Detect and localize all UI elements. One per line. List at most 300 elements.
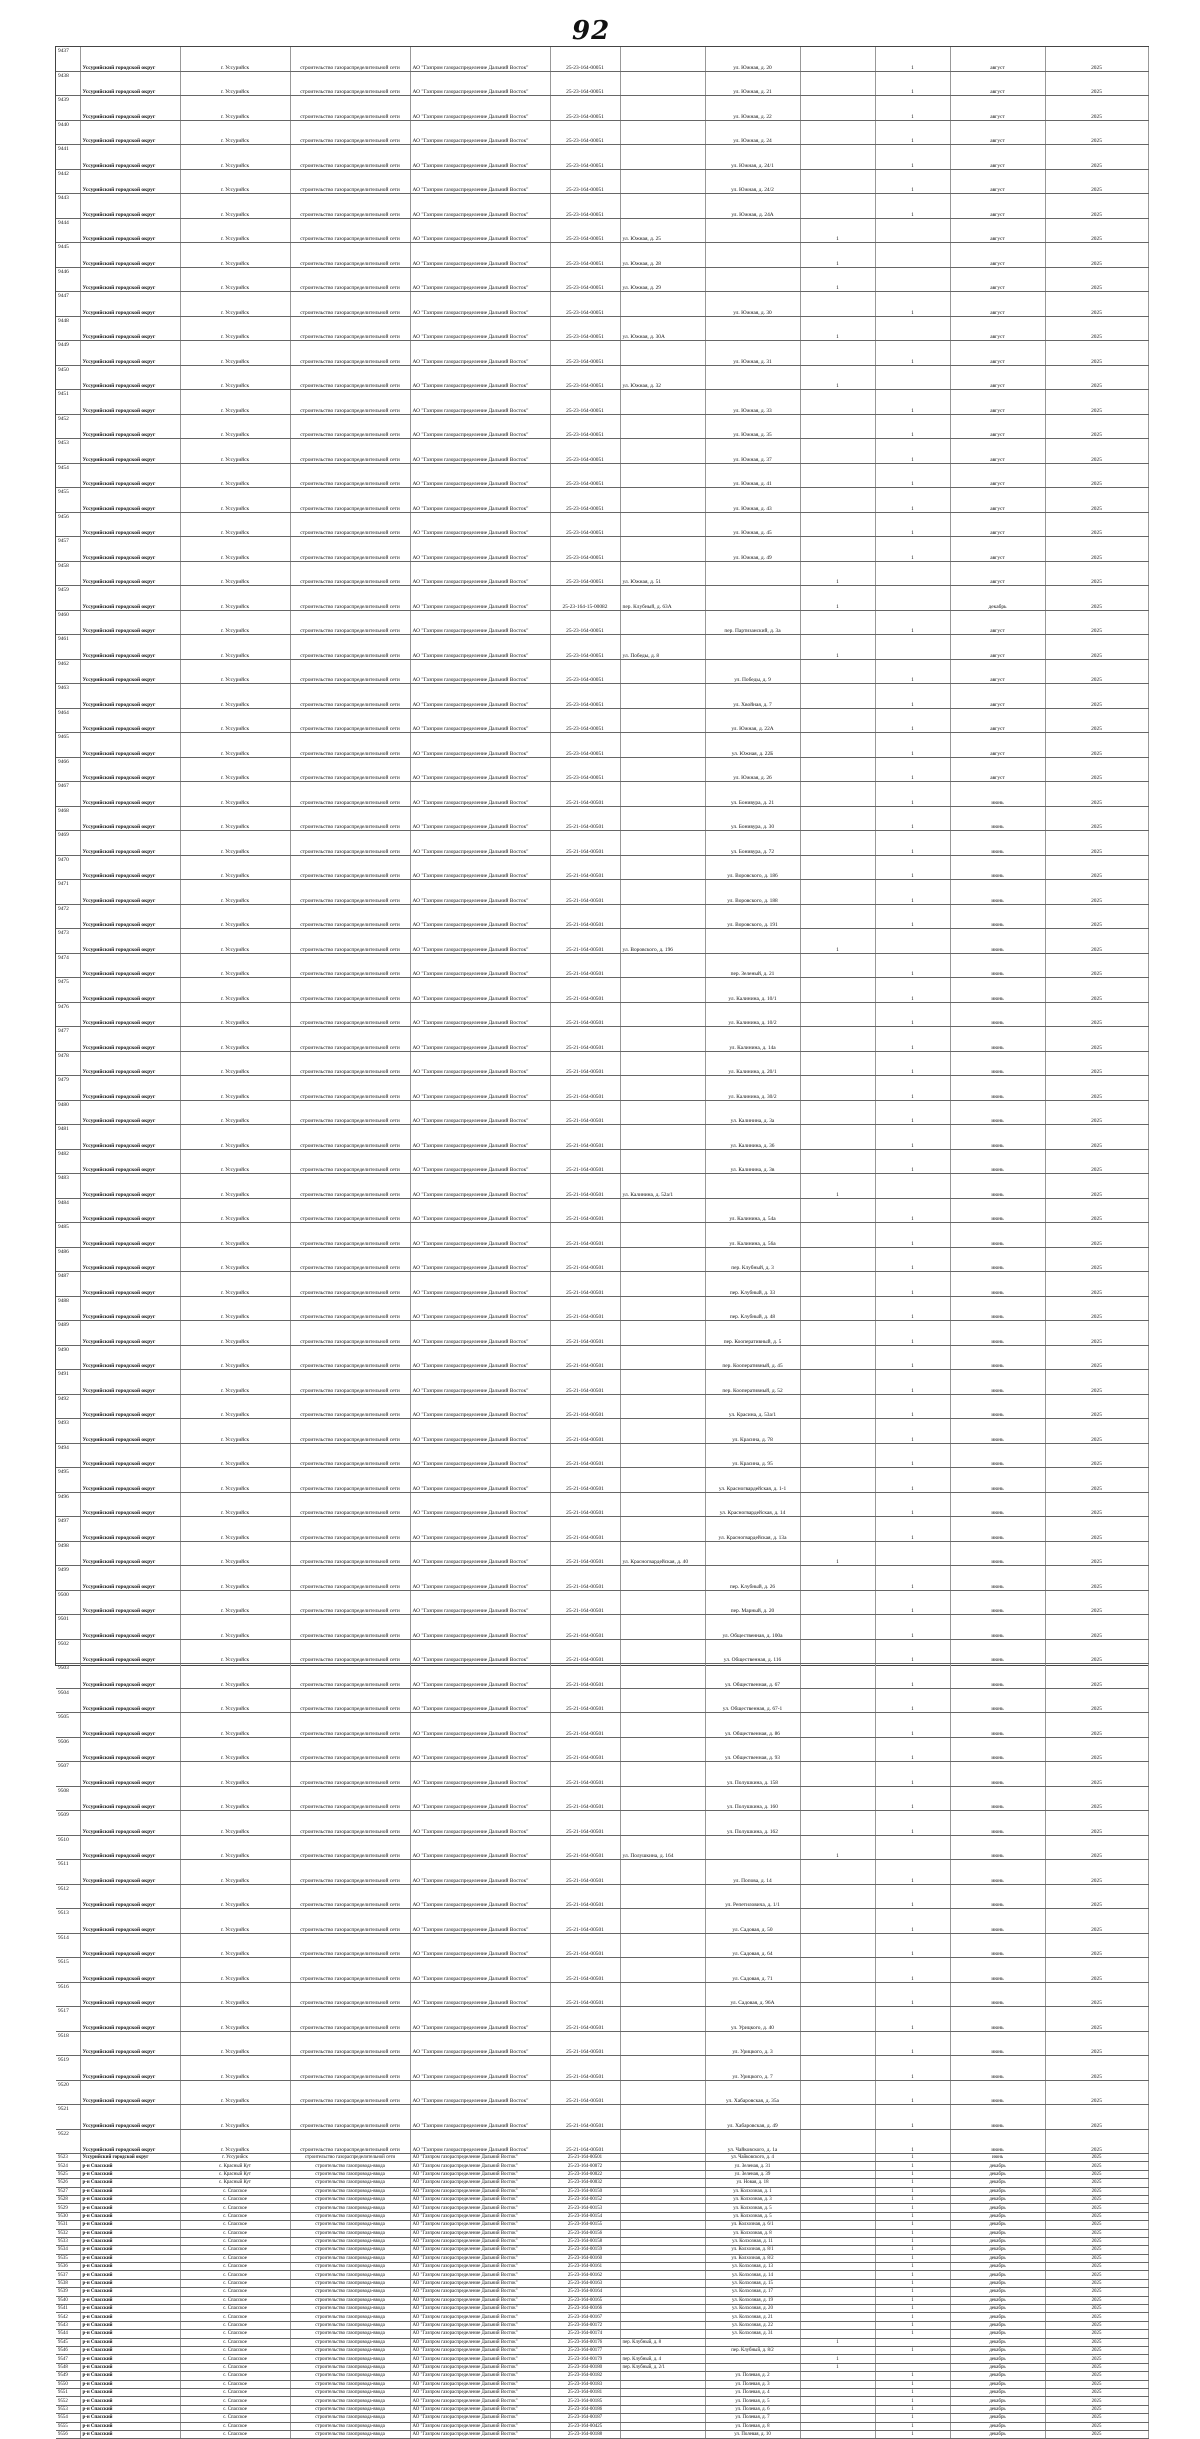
cell-quantity-secondary: 1	[875, 782, 950, 807]
cell-address-primary	[620, 1027, 705, 1052]
cell-address-secondary: ул. Калинина, д. 20/1	[705, 1051, 800, 1076]
cell-month: август	[950, 659, 1045, 684]
cell-organization: АО "Газпром газораспределение Дальний Восток"	[410, 1737, 550, 1762]
cell-municipality: р-н Спасский	[80, 2330, 180, 2338]
cell-quantity-primary	[800, 71, 875, 96]
cell-row-number: 9476	[56, 1002, 80, 1027]
cell-settlement: с. Спасское	[180, 2271, 290, 2279]
cell-quantity-primary	[800, 2430, 875, 2438]
cell-quantity-secondary: 1	[875, 2388, 950, 2396]
cell-organization: АО "Газпром газораспределение Дальний Восток"	[410, 1933, 550, 1958]
cell-year: 2025	[1045, 2321, 1148, 2329]
cell-year: 2025	[1045, 243, 1148, 268]
cell-year: 2025	[1045, 2330, 1148, 2338]
cell-row-number: 9485	[56, 1223, 80, 1248]
cell-month: июнь	[950, 1933, 1045, 1958]
cell-quantity-secondary: 1	[875, 2397, 950, 2405]
cell-address-secondary: ул. Колхозная, д. 5	[705, 2212, 800, 2220]
cell-month: декабрь	[950, 2212, 1045, 2220]
cell-work-type: строительство газораспределительной сети	[290, 1002, 410, 1027]
cell-organization: АО "Газпром газораспределение Дальний Восток"	[410, 757, 550, 782]
cell-year: 2025	[1045, 537, 1148, 562]
cell-month: июнь	[950, 1909, 1045, 1934]
cell-year: 2025	[1045, 1860, 1148, 1885]
cell-year: 2025	[1045, 953, 1148, 978]
cell-quantity-primary	[800, 1664, 875, 1689]
cell-work-type: строительство газораспределительной сети	[290, 2129, 410, 2154]
cell-registry-number: 25-23-164-00051	[550, 537, 620, 562]
cell-settlement: г. Уссурийск	[180, 978, 290, 1003]
cell-address-secondary: ул. Воровского, д. 191	[705, 904, 800, 929]
cell-quantity-primary: 1	[800, 635, 875, 660]
cell-settlement: г. Уссурийск	[180, 757, 290, 782]
cell-address-secondary: ул. Садовая, д. 71	[705, 1958, 800, 1983]
cell-row-number: 9532	[56, 2229, 80, 2237]
cell-address-secondary: ул. Бонивура, д. 21	[705, 782, 800, 807]
cell-settlement: г. Уссурийск	[180, 341, 290, 366]
table-row	[56, 2405, 1148, 2413]
cell-quantity-secondary: 1	[875, 2305, 950, 2313]
cell-row-number: 9501	[56, 1615, 80, 1640]
cell-municipality: Уссурийский городской округ	[80, 243, 180, 268]
cell-organization: АО "Газпром газораспределение Дальний Восток"	[410, 610, 550, 635]
cell-registry-number: 25-23-164-00051	[550, 659, 620, 684]
cell-municipality: Уссурийский городской округ	[80, 439, 180, 464]
cell-address-secondary	[705, 635, 800, 660]
cell-quantity-secondary: 1	[875, 1002, 950, 1027]
cell-registry-number: 25-21-164-00501	[550, 1590, 620, 1615]
cell-month: август	[950, 561, 1045, 586]
cell-quantity-secondary: 1	[875, 2422, 950, 2430]
cell-address-secondary	[705, 267, 800, 292]
cell-quantity-secondary: 1	[875, 2195, 950, 2203]
cell-address-secondary: ул. Южная, д. 43	[705, 488, 800, 513]
cell-year: 2025	[1045, 733, 1148, 758]
cell-address-primary	[620, 1296, 705, 1321]
cell-month: июнь	[950, 1688, 1045, 1713]
cell-row-number: 9439	[56, 96, 80, 121]
cell-quantity-secondary: 1	[875, 2154, 950, 2162]
cell-municipality: Уссурийский городской округ	[80, 610, 180, 635]
cell-quantity-primary	[800, 390, 875, 415]
cell-registry-number: 25-23-164-00152	[550, 2195, 620, 2203]
cell-address-secondary: ул. Зеленая, д. 39	[705, 2170, 800, 2178]
table-row	[56, 2007, 1148, 2032]
cell-quantity-primary	[800, 2405, 875, 2413]
cell-row-number: 9437	[56, 47, 80, 71]
cell-month: июнь	[950, 1027, 1045, 1052]
cell-address-secondary: пер. Клубный, д. 48	[705, 1296, 800, 1321]
table-row	[56, 1933, 1148, 1958]
cell-settlement: г. Уссурийск	[180, 1345, 290, 1370]
cell-registry-number: 25-21-164-00501	[550, 1345, 620, 1370]
cell-address-primary: ул. Победы, д. 8	[620, 635, 705, 660]
cell-month: август	[950, 684, 1045, 709]
cell-settlement: г. Уссурийск	[180, 1076, 290, 1101]
cell-month: август	[950, 120, 1045, 145]
cell-year: 2025	[1045, 2170, 1148, 2178]
cell-address-secondary: ул. Южная, д. 31	[705, 341, 800, 366]
cell-registry-number: 25-21-164-00501	[550, 1468, 620, 1493]
cell-month: июнь	[950, 1051, 1045, 1076]
cell-registry-number: 25-21-164-00501	[550, 1370, 620, 1395]
cell-address-secondary: ул. Калинина, д. 3в	[705, 1149, 800, 1174]
cell-address-primary	[620, 880, 705, 905]
cell-organization: АО "Газпром газораспределение Дальний Восток"	[410, 1198, 550, 1223]
cell-quantity-primary	[800, 2288, 875, 2296]
cell-quantity-secondary	[875, 1835, 950, 1860]
cell-row-number: 9548	[56, 2363, 80, 2371]
cell-municipality: Уссурийский городской округ	[80, 341, 180, 366]
cell-registry-number: 25-23-164-00051	[550, 757, 620, 782]
cell-work-type: строительство газораспределительной сети	[290, 1566, 410, 1591]
table-row	[56, 1100, 1148, 1125]
cell-year: 2025	[1045, 1639, 1148, 1664]
cell-month: июнь	[950, 1296, 1045, 1321]
cell-settlement: г. Уссурийск	[180, 684, 290, 709]
cell-settlement: г. Уссурийск	[180, 169, 290, 194]
cell-work-type: строительство газопровода-ввода	[290, 2221, 410, 2229]
cell-work-type: строительство газопровода-ввода	[290, 2187, 410, 2195]
cell-month: декабрь	[950, 2229, 1045, 2237]
cell-year: 2025	[1045, 2263, 1148, 2271]
cell-year: 2025	[1045, 47, 1148, 71]
table-row	[56, 2397, 1148, 2405]
cell-quantity-secondary: 1	[875, 2372, 950, 2380]
cell-quantity-primary	[800, 1198, 875, 1223]
cell-address-secondary: ул. Полушкина, д. 160	[705, 1786, 800, 1811]
cell-year: 2025	[1045, 659, 1148, 684]
cell-organization: АО "Газпром газораспределение Дальний Восток"	[410, 1492, 550, 1517]
cell-year: 2025	[1045, 1958, 1148, 1983]
cell-month: декабрь	[950, 2414, 1045, 2422]
cell-address-secondary: ул. Колхозная, д. 5	[705, 2204, 800, 2212]
cell-organization: АО "Газпром газораспределение Дальний Восток"	[410, 2237, 550, 2245]
cell-work-type: строительство газораспределительной сети	[290, 635, 410, 660]
cell-organization: АО "Газпром газораспределение Дальний Восток"	[410, 2007, 550, 2032]
cell-municipality: р-н Спасский	[80, 2246, 180, 2254]
cell-quantity-primary	[800, 1737, 875, 1762]
cell-work-type: строительство газораспределительной сети	[290, 733, 410, 758]
cell-municipality: Уссурийский городской округ	[80, 1100, 180, 1125]
cell-organization: АО "Газпром газораспределение Дальний Восток"	[410, 1272, 550, 1297]
cell-row-number: 9441	[56, 145, 80, 170]
cell-address-secondary: ул. Победы, д. 9	[705, 659, 800, 684]
cell-quantity-secondary: 1	[875, 1051, 950, 1076]
cell-registry-number: 25-23-164-00172	[550, 2321, 620, 2329]
cell-registry-number: 25-21-164-00501	[550, 1198, 620, 1223]
cell-settlement: с. Спасское	[180, 2397, 290, 2405]
cell-year: 2025	[1045, 1149, 1148, 1174]
cell-registry-number: 25-23-164-00182	[550, 2372, 620, 2380]
cell-municipality: р-н Спасский	[80, 2162, 180, 2170]
cell-address-secondary: ул. Полевая, д. 6	[705, 2405, 800, 2413]
cell-year: 2025	[1045, 1002, 1148, 1027]
cell-address-primary	[620, 806, 705, 831]
table-row	[56, 610, 1148, 635]
cell-organization: АО "Газпром газораспределение Дальний Восток"	[410, 586, 550, 611]
cell-quantity-secondary: 1	[875, 684, 950, 709]
cell-row-number: 9511	[56, 1860, 80, 1885]
cell-year: 2025	[1045, 806, 1148, 831]
cell-work-type: строительство газораспределительной сети	[290, 1296, 410, 1321]
cell-municipality: Уссурийский городской округ	[80, 47, 180, 71]
cell-row-number: 9498	[56, 1541, 80, 1566]
cell-row-number: 9534	[56, 2246, 80, 2254]
cell-registry-number: 25-21-164-00501	[550, 1786, 620, 1811]
cell-work-type: строительство газораспределительной сети	[290, 1664, 410, 1689]
cell-work-type: строительство газораспределительной сети	[290, 1051, 410, 1076]
cell-quantity-primary	[800, 1051, 875, 1076]
cell-work-type: строительство газораспределительной сети	[290, 1100, 410, 1125]
cell-quantity-secondary: 1	[875, 1247, 950, 1272]
cell-address-primary	[620, 2380, 705, 2388]
cell-quantity-primary: 1	[800, 2363, 875, 2371]
cell-address-primary	[620, 463, 705, 488]
cell-work-type: строительство газопровода-ввода	[290, 2346, 410, 2354]
cell-row-number: 9460	[56, 610, 80, 635]
cell-municipality: р-н Спасский	[80, 2430, 180, 2438]
cell-registry-number: 25-23-164-00051	[550, 610, 620, 635]
cell-address-secondary: ул. Колхозная, д. 8/2	[705, 2254, 800, 2262]
cell-work-type: строительство газораспределительной сети	[290, 2154, 410, 2162]
cell-address-secondary: ул. Колхозная, д. 3	[705, 2195, 800, 2203]
cell-year: 2025	[1045, 71, 1148, 96]
cell-registry-number: 25-23-164-00051	[550, 635, 620, 660]
cell-quantity-secondary: 1	[875, 1149, 950, 1174]
cell-organization: АО "Газпром газораспределение Дальний Восток"	[410, 2380, 550, 2388]
table-row	[56, 2346, 1148, 2354]
cell-quantity-primary	[800, 292, 875, 317]
cell-municipality: Уссурийский городской округ	[80, 1321, 180, 1346]
cell-registry-number: 25-23-164-00165	[550, 2296, 620, 2304]
cell-municipality: Уссурийский городской округ	[80, 1639, 180, 1664]
cell-quantity-primary: 1	[800, 2355, 875, 2363]
cell-month: июнь	[950, 1125, 1045, 1150]
cell-municipality: Уссурийский городской округ	[80, 1027, 180, 1052]
cell-year: 2025	[1045, 1664, 1148, 1689]
cell-quantity-secondary: 1	[875, 145, 950, 170]
cell-address-primary	[620, 194, 705, 219]
cell-municipality: Уссурийский городской округ	[80, 218, 180, 243]
cell-organization: АО "Газпром газораспределение Дальний Восток"	[410, 2271, 550, 2279]
cell-month: август	[950, 243, 1045, 268]
cell-year: 2025	[1045, 194, 1148, 219]
cell-quantity-secondary: 1	[875, 880, 950, 905]
cell-settlement: г. Уссурийск	[180, 1394, 290, 1419]
cell-row-number: 9523	[56, 2154, 80, 2162]
cell-settlement: г. Уссурийск	[180, 1860, 290, 1885]
cell-address-primary	[620, 904, 705, 929]
cell-quantity-primary	[800, 1296, 875, 1321]
cell-quantity-primary	[800, 194, 875, 219]
cell-address-primary	[620, 2346, 705, 2354]
cell-address-secondary: ул. Колхозная, д. 31	[705, 2330, 800, 2338]
cell-month: декабрь	[950, 2430, 1045, 2438]
cell-settlement: г. Уссурийск	[180, 880, 290, 905]
cell-work-type: строительство газопровода-ввода	[290, 2279, 410, 2287]
cell-organization: АО "Газпром газораспределение Дальний Восток"	[410, 831, 550, 856]
cell-quantity-primary	[800, 1909, 875, 1934]
cell-year: 2025	[1045, 2305, 1148, 2313]
cell-address-primary	[620, 2414, 705, 2422]
cell-address-secondary: ул. Южная, д. 21	[705, 71, 800, 96]
cell-address-primary	[620, 1909, 705, 1934]
cell-address-primary	[620, 1125, 705, 1150]
cell-work-type: строительство газораспределительной сети	[290, 855, 410, 880]
table-row	[56, 439, 1148, 464]
cell-month: август	[950, 757, 1045, 782]
cell-municipality: Уссурийский городской округ	[80, 1541, 180, 1566]
cell-quantity-primary	[800, 1615, 875, 1640]
cell-address-primary	[620, 1370, 705, 1395]
cell-row-number: 9479	[56, 1076, 80, 1101]
cell-address-primary	[620, 978, 705, 1003]
cell-address-primary: ул. Красногвардейская, д. 40	[620, 1541, 705, 1566]
cell-municipality: р-н Спасский	[80, 2355, 180, 2363]
cell-address-primary: пер. Клубный, д. 8	[620, 2338, 705, 2346]
cell-quantity-primary	[800, 414, 875, 439]
cell-organization: АО "Газпром газораспределение Дальний Восток"	[410, 267, 550, 292]
cell-registry-number: 25-23-164-00051	[550, 684, 620, 709]
cell-work-type: строительство газораспределительной сети	[290, 1590, 410, 1615]
cell-address-secondary: ул. Южная, д. 22	[705, 96, 800, 121]
cell-address-primary	[620, 708, 705, 733]
cell-quantity-secondary: 1	[875, 1198, 950, 1223]
cell-work-type: строительство газораспределительной сети	[290, 194, 410, 219]
cell-settlement: г. Уссурийск	[180, 929, 290, 954]
cell-month: июнь	[950, 1345, 1045, 1370]
cell-year: 2025	[1045, 1125, 1148, 1150]
table-row	[56, 2105, 1148, 2130]
cell-row-number: 9462	[56, 659, 80, 684]
table-row	[56, 414, 1148, 439]
cell-year: 2025	[1045, 2279, 1148, 2287]
cell-year: 2025	[1045, 1835, 1148, 1860]
cell-month: декабрь	[950, 2179, 1045, 2187]
cell-month: июнь	[950, 1002, 1045, 1027]
cell-quantity-secondary	[875, 316, 950, 341]
cell-settlement: г. Уссурийск	[180, 1786, 290, 1811]
cell-month: июнь	[950, 2129, 1045, 2154]
cell-quantity-primary	[800, 2237, 875, 2245]
cell-settlement: г. Уссурийск	[180, 1100, 290, 1125]
cell-quantity-secondary: 1	[875, 1100, 950, 1125]
cell-year: 2025	[1045, 1419, 1148, 1444]
cell-organization: АО "Газпром газораспределение Дальний Восток"	[410, 2195, 550, 2203]
cell-municipality: Уссурийский городской округ	[80, 316, 180, 341]
cell-municipality: Уссурийский городской округ	[80, 831, 180, 856]
table-row	[56, 2363, 1148, 2371]
cell-year: 2025	[1045, 1296, 1148, 1321]
cell-organization: АО "Газпром газораспределение Дальний Восток"	[410, 1174, 550, 1199]
cell-quantity-secondary: 1	[875, 1223, 950, 1248]
cell-settlement: г. Уссурийск	[180, 1051, 290, 1076]
cell-quantity-primary	[800, 1394, 875, 1419]
cell-organization: АО "Газпром газораспределение Дальний Восток"	[410, 1149, 550, 1174]
cell-municipality: Уссурийский городской округ	[80, 1762, 180, 1787]
cell-quantity-primary	[800, 1247, 875, 1272]
cell-registry-number: 25-23-164-00425	[550, 2422, 620, 2430]
cell-organization: АО "Газпром газораспределение Дальний Восток"	[410, 2056, 550, 2081]
cell-work-type: строительство газопровода-ввода	[290, 2296, 410, 2304]
cell-address-primary	[620, 120, 705, 145]
cell-address-secondary	[705, 243, 800, 268]
cell-work-type: строительство газопровода-ввода	[290, 2263, 410, 2271]
cell-municipality: Уссурийский городской округ	[80, 1688, 180, 1713]
cell-row-number: 9495	[56, 1468, 80, 1493]
cell-organization: АО "Газпром газораспределение Дальний Восток"	[410, 2338, 550, 2346]
cell-registry-number: 25-23-164-00176	[550, 2338, 620, 2346]
cell-month: июнь	[950, 2056, 1045, 2081]
cell-quantity-secondary	[875, 2338, 950, 2346]
cell-quantity-primary	[800, 463, 875, 488]
cell-municipality: Уссурийский городской округ	[80, 414, 180, 439]
cell-organization: АО "Газпром газораспределение Дальний Восток"	[410, 806, 550, 831]
cell-quantity-secondary: 1	[875, 488, 950, 513]
cell-row-number: 9553	[56, 2405, 80, 2413]
cell-quantity-primary	[800, 1958, 875, 1983]
cell-row-number: 9543	[56, 2321, 80, 2329]
cell-address-secondary: ул. Садовая, д. 50	[705, 1909, 800, 1934]
table-row	[56, 561, 1148, 586]
cell-quantity-secondary: 1	[875, 2056, 950, 2081]
cell-settlement: г. Уссурийск	[180, 2031, 290, 2056]
cell-quantity-secondary: 1	[875, 2288, 950, 2296]
cell-municipality: Уссурийский городской округ	[80, 71, 180, 96]
cell-address-secondary	[705, 316, 800, 341]
cell-quantity-secondary: 1	[875, 194, 950, 219]
cell-year: 2025	[1045, 1762, 1148, 1787]
cell-registry-number: 25-21-164-00501	[550, 1174, 620, 1199]
cell-organization: АО "Газпром газораспределение Дальний Восток"	[410, 1321, 550, 1346]
cell-row-number: 9502	[56, 1639, 80, 1664]
cell-month: декабрь	[950, 2263, 1045, 2271]
cell-organization: АО "Газпром газораспределение Дальний Восток"	[410, 1517, 550, 1542]
cell-address-primary	[620, 1321, 705, 1346]
cell-settlement: с. Спасское	[180, 2380, 290, 2388]
cell-month: август	[950, 414, 1045, 439]
cell-address-secondary: ул. Полушкина, д. 158	[705, 1762, 800, 1787]
cell-quantity-secondary: 1	[875, 1125, 950, 1150]
cell-address-secondary: пер. Кооперативный, д. 52	[705, 1370, 800, 1395]
cell-address-primary: ул. Южная, д. 30А	[620, 316, 705, 341]
table-row	[56, 1541, 1148, 1566]
cell-work-type: строительство газопровода-ввода	[290, 2254, 410, 2262]
cell-organization: АО "Газпром газораспределение Дальний Восток"	[410, 1027, 550, 1052]
cell-address-primary	[620, 2080, 705, 2105]
cell-organization: АО "Газпром газораспределение Дальний Восток"	[410, 1664, 550, 1689]
table-row	[56, 2246, 1148, 2254]
cell-quantity-secondary: 1	[875, 2129, 950, 2154]
cell-settlement: г. Уссурийск	[180, 1002, 290, 1027]
cell-year: 2025	[1045, 390, 1148, 415]
cell-address-secondary: пер. Клубный, д. 8/2	[705, 2346, 800, 2354]
cell-work-type: строительство газораспределительной сети	[290, 1909, 410, 1934]
cell-organization: АО "Газпром газораспределение Дальний Восток"	[410, 2263, 550, 2271]
cell-address-primary: ул. Южная, д. 29	[620, 267, 705, 292]
cell-work-type: строительство газораспределительной сети	[290, 1125, 410, 1150]
cell-registry-number: 25-23-164-00180	[550, 2363, 620, 2371]
cell-settlement: с. Спасское	[180, 2204, 290, 2212]
cell-row-number: 9524	[56, 2162, 80, 2170]
cell-year: 2025	[1045, 2246, 1148, 2254]
cell-registry-number: 25-21-164-00501	[550, 1100, 620, 1125]
cell-organization: АО "Газпром газораспределение Дальний Восток"	[410, 341, 550, 366]
cell-quantity-secondary: 1	[875, 439, 950, 464]
cell-municipality: Уссурийский городской округ	[80, 1468, 180, 1493]
cell-row-number: 9451	[56, 390, 80, 415]
